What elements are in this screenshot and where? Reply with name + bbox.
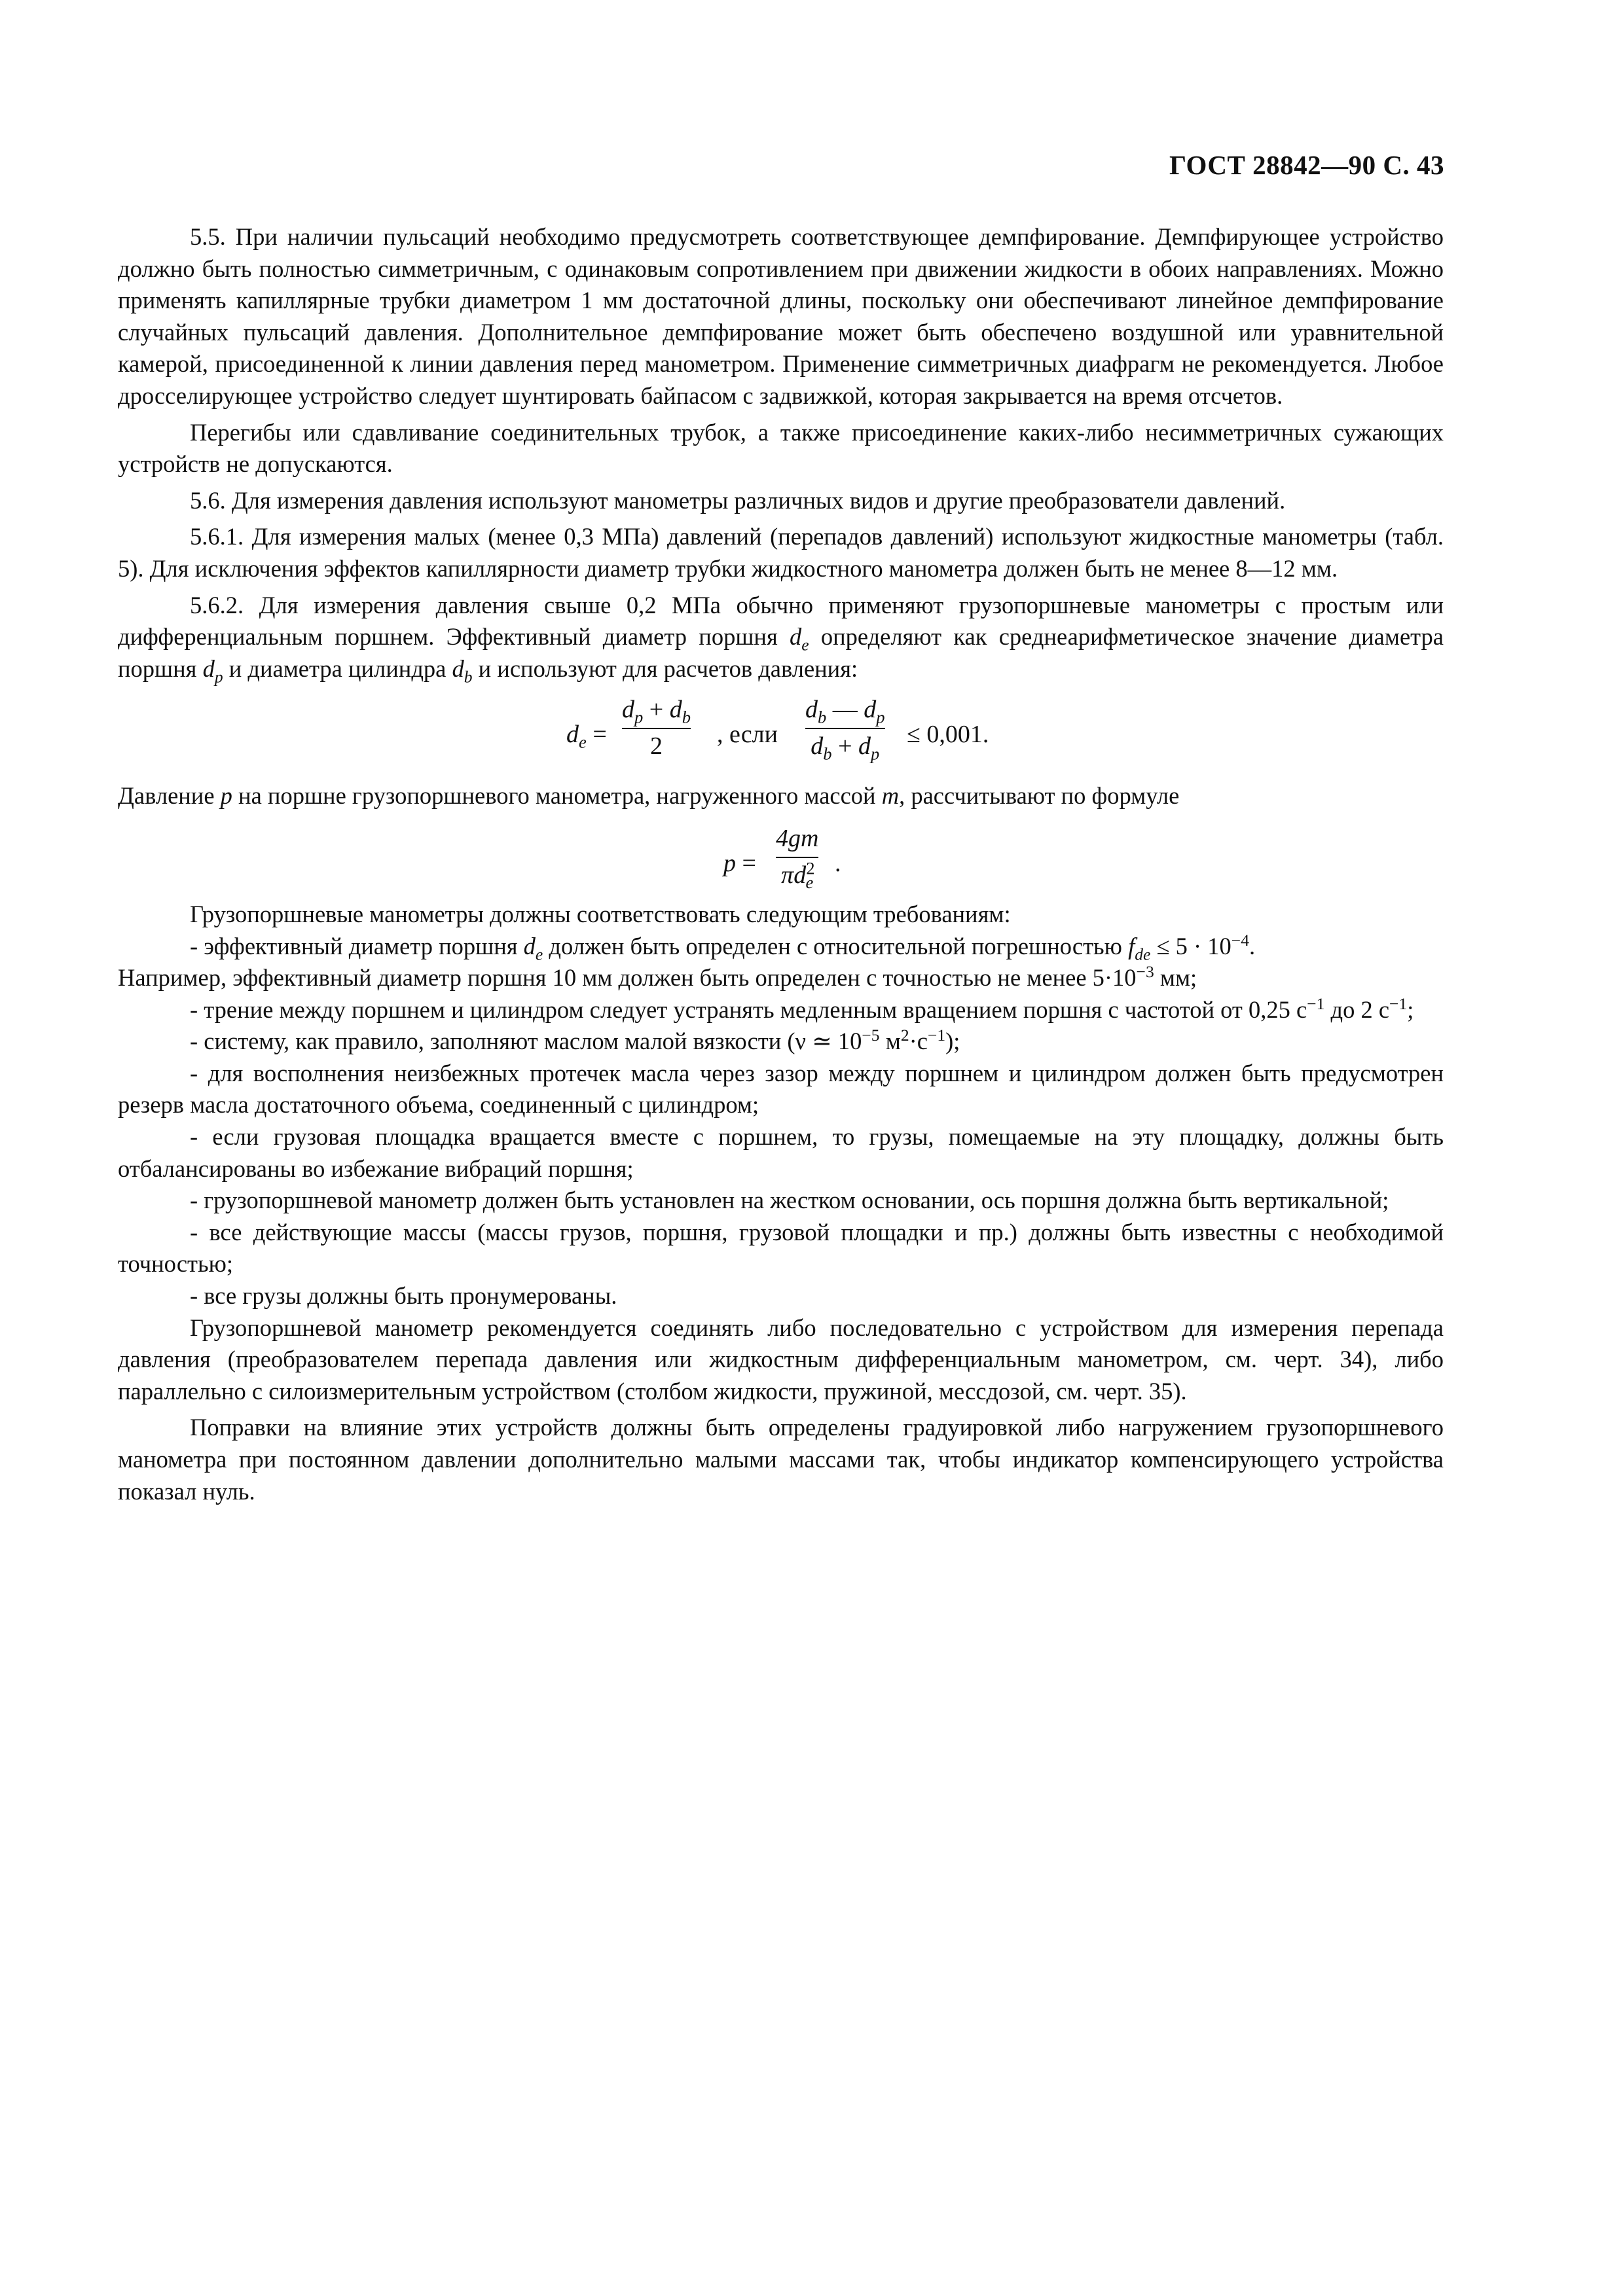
paragraph-requirements-intro: Грузопоршневые манометры должны соответствовать следующим требованиям: (190, 900, 1011, 927)
list-item: - грузопоршневой манометр должен быть установлен на жестком основании, ось поршня должна быть вертикальной; (190, 1187, 1389, 1214)
paragraph-5-6-2: 5.6.2. Для измерения давления свыше 0,2 МПа обычно применяют грузопоршневые манометры с простым или дифференциальным поршнем. Эффективный диаметр поршня $d_e$ определяют как среднеарифметическое значение диаметра поршня $d_p$ и диаметра цилиндра $d_b$ и используют для расчетов давления: (118, 591, 1444, 687)
list-item: - все грузы должны быть пронумерованы. (190, 1282, 617, 1310)
list-item: - все действующие массы (массы грузов, поршня, грузовой площадки и пр.) должны быть известны с необходимой точностью; (118, 1218, 1444, 1278)
paragraph-5-6: 5.6. Для измерения давления используют манометры различных видов и другие преобразователи давлений. (190, 486, 1286, 514)
requirements-list (118, 931, 1444, 1312)
list-item-continuation: Например, эффективный диаметр поршня 10 мм должен быть определен с точностью не менее $5\cdot 10^{-3}$ мм; (118, 961, 1197, 992)
fraction-mean-diameter: $d_p + d_b$ 2 (622, 696, 691, 760)
list-item: - эффективный диаметр поршня $d_e$ должен быть определен с относительной погрешностью $f_{de} \le 5 \cdot 10^{-4}$. (190, 930, 1256, 963)
paragraph-pressure-formula-intro: Давление p на поршне грузопоршневого манометра, нагруженного массой m, рассчитывают по формуле (118, 782, 1180, 810)
page-header: ГОСТ 28842—90 С. 43 (1169, 150, 1444, 180)
document-body (118, 221, 1444, 1507)
paragraph-5-5: 5.5. При наличии пульсаций необходимо предусмотреть соответствующее демпфирование. Демпфирующее устройство должно быть полностью симметричным, с одинаковым сопротивлением при движении жидкости в обоих направлениях. Можно применять капиллярные трубки диаметром 1 мм достаточной длины, поскольку они обеспечивают линейное демпфирование случайных пульсаций давления. Дополнительное демпфирование может быть обеспечено воздушной или уравнительной камерой, присоединенной к линии давления перед манометром. Применение симметричных диафрагм не рекомендуется. Любое дросселирующее устройство следует шунтировать байпасом с задвижкой, которая закрывается на время отсчетов. (118, 223, 1444, 409)
list-item: - трение между поршнем и цилиндром следует устранять медленным вращением поршня с частотой от 0,25 $с^{-1}$ до 2 $с^{-1}$; (190, 994, 1414, 1023)
paragraph-connection: Грузопоршневой манометр рекомендуется соединять либо последовательно с устройством для измерения перепада давления (преобразователем перепада давления или жидкостным дифференциальным манометром, см. черт. 34), либо параллельно с силоизмерительным устройством (столбом жидкости, пружиной, мессдозой, см. черт. 35). (118, 1314, 1444, 1405)
list-item: - если грузовая площадка вращается вместе с поршнем, то грузы, помещаемые на эту площадку, должны быть отбалансированы во избежание вибраций поршня; (118, 1123, 1444, 1182)
paragraph-corrections: Поправки на влияние этих устройств должны быть определены градуировкой либо нагружением грузопоршневого манометра при постоянном давлении дополнительно малыми массами так, чтобы индикатор компенсирующего устройства показал нуль. (118, 1414, 1444, 1505)
list-item: - для восполнения неизбежных протечек масла через зазор между поршнем и цилиндром должен быть предусмотрен резерв масла достаточного объема, соединенный с цилиндром; (118, 1059, 1444, 1119)
fraction-tolerance: $d_b$ — $d_p$ $d_b + d_p$ (805, 696, 885, 764)
list-item: - систему, как правило, заполняют маслом малой вязкости (ν ≃ $10^{-5}$ $м^2\cdot с^{-1}$); (190, 1026, 960, 1055)
fraction-pressure: 4gm $\pi d^2_e$ (776, 824, 819, 893)
paragraph-5-6-1: 5.6.1. Для измерения малых (менее 0,3 МПа) давлений (перепадов давлений) используют жидкостные манометры (табл. 5). Для исключения эффектов капиллярности диаметр трубки жидкостного манометра должен быть не менее 8—12 мм. (118, 523, 1444, 582)
formula-effective-diameter: $d_e$ = $d_p + d_b$ 2 , если $d_b$ — $d_p$ $d_b + d_p$ ≤ 0,001. (118, 685, 1444, 775)
paragraph-bends: Перегибы или сдавливание соединительных трубок, а также присоединение каких-либо несимметричных сужающих устройств не допускаются. (118, 418, 1444, 478)
formula-pressure: p = 4gm $\pi d^2_e$ . (118, 815, 1444, 899)
